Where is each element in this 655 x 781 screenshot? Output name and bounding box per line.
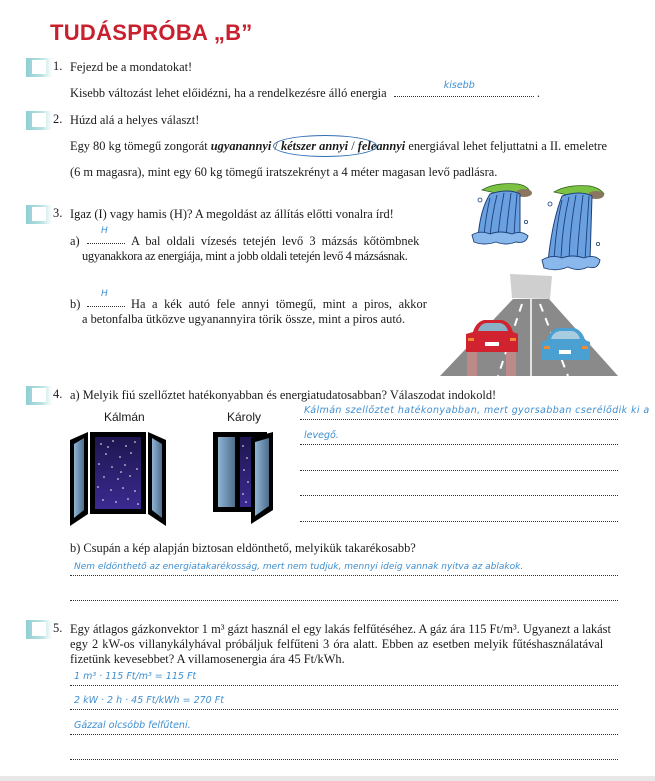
task-4b-question: b) Csupán a kép alapján biztosan eldönthető, melyikük takarékosabb? <box>70 541 416 555</box>
task-3a-line-2: ugyanakkora az energiája, mint a jobb oldali tetején levő 4 mázsásnak. <box>82 249 408 263</box>
task-5-answer-3: Gázzal olcsóbb felfűteni. <box>74 720 191 731</box>
kalman-window-wide-open-icon <box>68 432 168 528</box>
option-ugyanannyi[interactable]: ugyanannyi <box>210 139 272 153</box>
task-2-line-1 <box>70 138 607 154</box>
task-2-instruction: Húzd alá a helyes választ! <box>70 113 200 127</box>
road-cars-illustration <box>440 272 620 377</box>
page-title: TUDÁSPRÓBA „B” <box>50 20 253 45</box>
answer-line[interactable] <box>70 759 618 760</box>
task-3a-line-1: A bal oldali vízesés tetején levő 3 mázsás kőtömbnek <box>131 234 420 248</box>
concrete-wall-icon <box>510 274 552 299</box>
task-1-instruction: Fejezd be a mondatokat! <box>70 60 193 74</box>
task-1-sentence-text: Kisebb változást lehet előidézni, ha a rendelkezésre álló energia <box>70 86 387 100</box>
waterfall-right-icon <box>542 186 604 270</box>
task-5-answer-2: 2 kW · 2 h · 45 Ft/kWh = 270 Ft <box>74 695 224 706</box>
task-5-line-3: fizetünk kevesebbet? A villamosenergia ára 45 Ft/kWh. <box>70 652 345 666</box>
task-1-sentence <box>70 80 540 101</box>
task-1-end: . <box>536 86 540 100</box>
task-2-checkbox[interactable] <box>26 111 52 130</box>
task-3a-label: a) <box>70 234 80 248</box>
task-3b-label: b) <box>70 297 81 311</box>
karoly-label: Károly <box>227 410 262 424</box>
task-3-number: 3. <box>53 206 63 220</box>
separator: / <box>271 139 281 153</box>
answer-line[interactable] <box>70 685 618 686</box>
task-4-number: 4. <box>53 387 63 401</box>
task-5-line-1: Egy átlagos gázkonvektor 1 m³ gázt használ el egy lakás felfűtéséhez. A gáz ára 115 Ft/m³. Ugyanezt a lakást <box>70 622 611 636</box>
option-ketszer-annyi-wrapper[interactable] <box>281 138 348 154</box>
answer-line[interactable] <box>300 495 618 496</box>
task-3a-answer: H <box>101 226 108 236</box>
answer-line[interactable] <box>70 575 618 576</box>
task-2-line-2: (6 m magasra), mint egy 60 kg tömegű iratszekrényt a 4 méter magasan levő padlásra. <box>70 165 498 179</box>
task-3b-answer-blank[interactable] <box>87 306 125 307</box>
option-feleannyi[interactable]: feleannyi <box>357 139 406 153</box>
task-1-number: 1. <box>53 59 63 73</box>
task-3b-line-1: Ha a kék autó fele annyi tömegű, mint a piros, akkor <box>131 297 427 311</box>
answer-line[interactable] <box>70 734 618 735</box>
answer-line[interactable] <box>300 419 618 420</box>
task-2-text-pre: Egy 80 kg tömegű zongorát <box>70 139 211 153</box>
kalman-label: Kálmán <box>104 410 145 424</box>
task-2-text-post: energiával lehet feljuttatni a II. emeletre <box>405 139 607 153</box>
task-4-checkbox[interactable] <box>26 386 52 405</box>
task-1-checkbox[interactable] <box>26 58 52 77</box>
answer-line[interactable] <box>70 709 618 710</box>
waterfall-left-icon <box>472 184 532 244</box>
task-5-answer-1: 1 m³ · 115 Ft/m³ = 115 Ft <box>74 671 197 682</box>
task-5-number: 5. <box>53 621 63 635</box>
answer-line[interactable] <box>300 470 618 471</box>
answer-line[interactable] <box>300 444 618 445</box>
task-1-answer-blank[interactable] <box>394 80 534 97</box>
option-ketszer-annyi[interactable]: kétszer annyi <box>280 139 349 153</box>
selection-ellipse <box>273 135 377 157</box>
task-3b-line-2: a betonfalba ütközve ugyanannyira törik össze, mint a piros autó. <box>82 312 406 326</box>
task-2-number: 2. <box>53 112 63 126</box>
waterfalls-illustration <box>460 180 620 275</box>
task-3b-answer: H <box>101 289 108 299</box>
task-3-checkbox[interactable] <box>26 205 52 224</box>
task-4b-answer: Nem eldönthető az energiatakarékosság, mert nem tudjuk, mennyi ideig vannak nyitva az ablakok. <box>74 562 524 572</box>
task-3-instruction: Igaz (I) vagy hamis (H)? A megoldást az állítás előtti vonalra írd! <box>70 207 394 221</box>
task-3a-answer-blank[interactable] <box>87 243 125 244</box>
page-bottom-edge <box>0 776 655 781</box>
task-1-answer: kisebb <box>443 80 475 91</box>
task-4a-answer-line-1: Kálmán szellőztet hatékonyabban, mert gyorsabban cserélődik ki a <box>304 405 650 416</box>
task-4a-answer-line-2: levegő. <box>304 430 339 441</box>
karoly-window-slightly-open-icon <box>213 432 275 524</box>
separator: / <box>348 139 358 153</box>
task-5-checkbox[interactable] <box>26 620 52 639</box>
answer-line[interactable] <box>300 521 618 522</box>
task-4a-question: a) Melyik fiú szellőztet hatékonyabban és energiatudatosabban? Válaszodat indokold! <box>70 388 497 402</box>
answer-line[interactable] <box>70 600 618 601</box>
task-5-line-2: egy 2 kW-os villanykályhával próbáljuk felfűteni 3 óra alatt. Ebben az esetben melyik fűtéshasználatával <box>70 637 604 651</box>
